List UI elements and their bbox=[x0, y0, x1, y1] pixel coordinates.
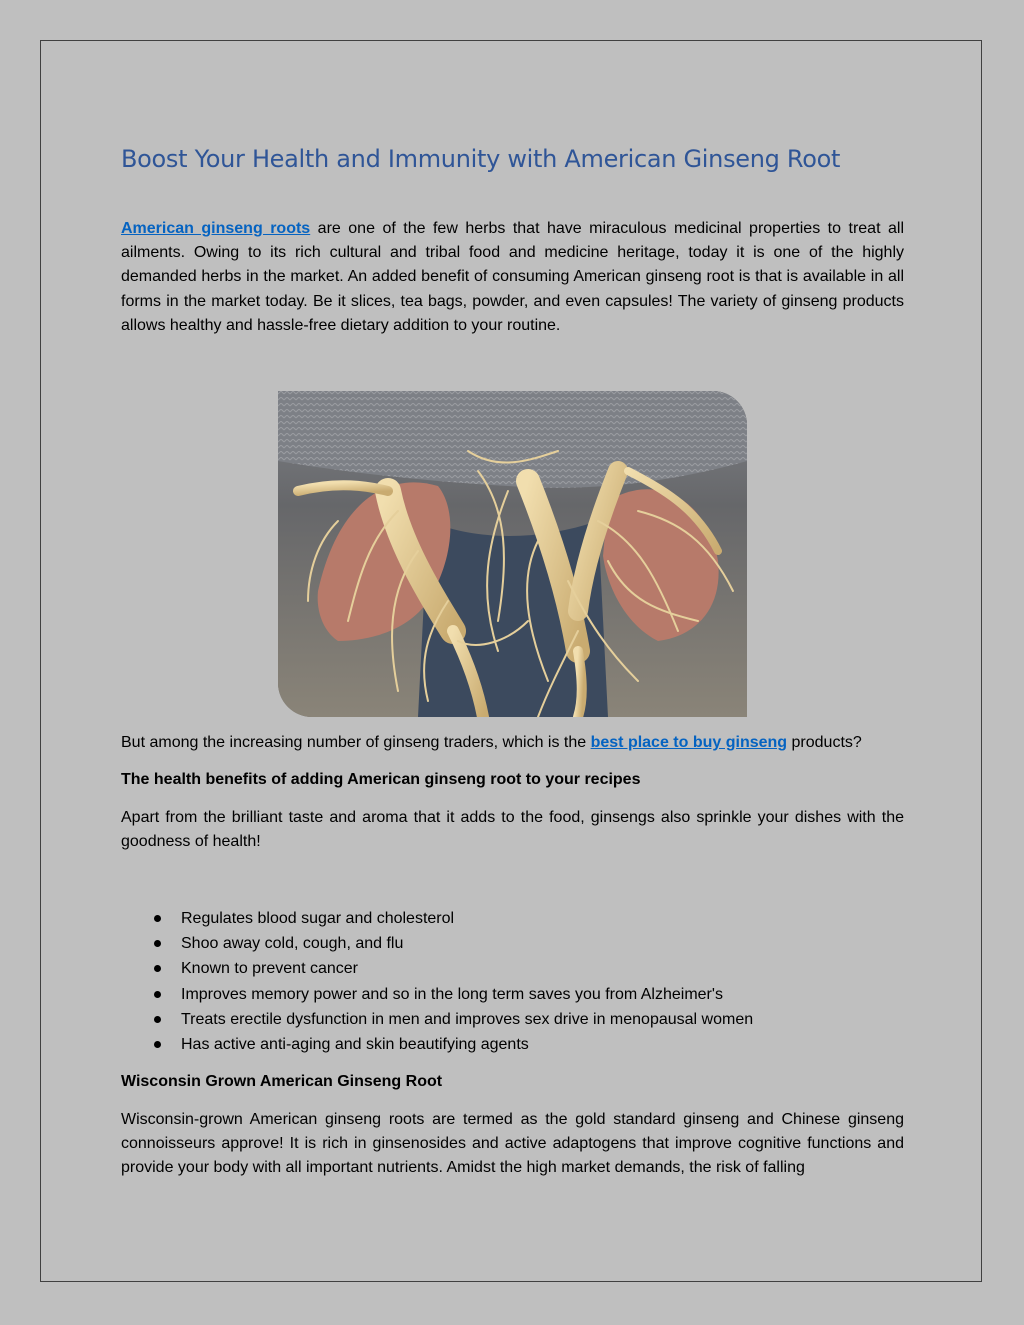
intro-text: are one of the few herbs that have miraculous medicinal properties to treat all ailments. Owing to its rich cultural and tribal food and medicine heritage, today it is one of the highly demanded herbs in the market. An added benefit of consuming American ginseng root is that is available in all forms in the market today. Be it slices, tea bags, powder, and even capsules! The variety of ginseng products allows healthy and hassle-free dietary addition to your routine. bbox=[121, 220, 904, 334]
list-item-text: Shoo away cold, cough, and flu bbox=[181, 935, 404, 953]
traders-paragraph bbox=[121, 731, 904, 755]
list-item-text: Regulates blood sugar and cholesterol bbox=[181, 910, 455, 927]
american-ginseng-roots-link[interactable]: American ginseng roots bbox=[121, 220, 311, 237]
bullet-icon bbox=[154, 1016, 161, 1023]
bullet-icon bbox=[154, 991, 161, 998]
page-title: Boost Your Health and Immunity with American Ginseng Root bbox=[121, 145, 841, 173]
best-place-to-buy-ginseng-link[interactable]: best place to buy ginseng bbox=[590, 734, 788, 751]
benefits-intro-paragraph: Apart from the brilliant taste and aroma that it adds to the food, ginsengs also sprinkle your dishes with the goodness of health! bbox=[121, 809, 904, 851]
wisconsin-heading: Wisconsin Grown American Ginseng Root bbox=[121, 1073, 443, 1090]
list-item bbox=[121, 1007, 904, 1032]
bullet-icon bbox=[154, 915, 161, 922]
list-item-text: Known to prevent cancer bbox=[181, 960, 358, 978]
list-item bbox=[121, 982, 904, 1007]
traders-text-after: products? bbox=[787, 734, 862, 751]
traders-text-before: But among the increasing number of ginseng traders, which is the bbox=[121, 734, 591, 751]
ginseng-roots-photo bbox=[278, 391, 747, 717]
list-item bbox=[121, 1032, 904, 1057]
list-item bbox=[121, 906, 904, 931]
bullet-icon bbox=[154, 1041, 161, 1048]
list-item bbox=[121, 956, 904, 981]
bullet-icon bbox=[154, 940, 161, 947]
list-item-text: Treats erectile dysfunction in men and improves sex drive in menopausal women bbox=[181, 1010, 754, 1028]
benefits-heading: The health benefits of adding American ginseng root to your recipes bbox=[121, 771, 641, 788]
benefits-list bbox=[121, 906, 904, 1057]
wisconsin-paragraph: Wisconsin-grown American ginseng roots are termed as the gold standard ginseng and Chinese ginseng connoisseurs approve! It is rich in ginsenosides and active adaptogens that improve cognitive functions and provide your body with all important nutrients. Amidst the high market demands, the risk of falling bbox=[121, 1111, 904, 1177]
list-item-text: Has active anti-aging and skin beautifying agents bbox=[181, 1036, 529, 1054]
list-item-text: Improves memory power and so in the long term saves you from Alzheimer's bbox=[181, 985, 723, 1003]
bullet-icon bbox=[154, 965, 161, 972]
list-item bbox=[121, 931, 904, 956]
intro-paragraph bbox=[121, 217, 904, 338]
